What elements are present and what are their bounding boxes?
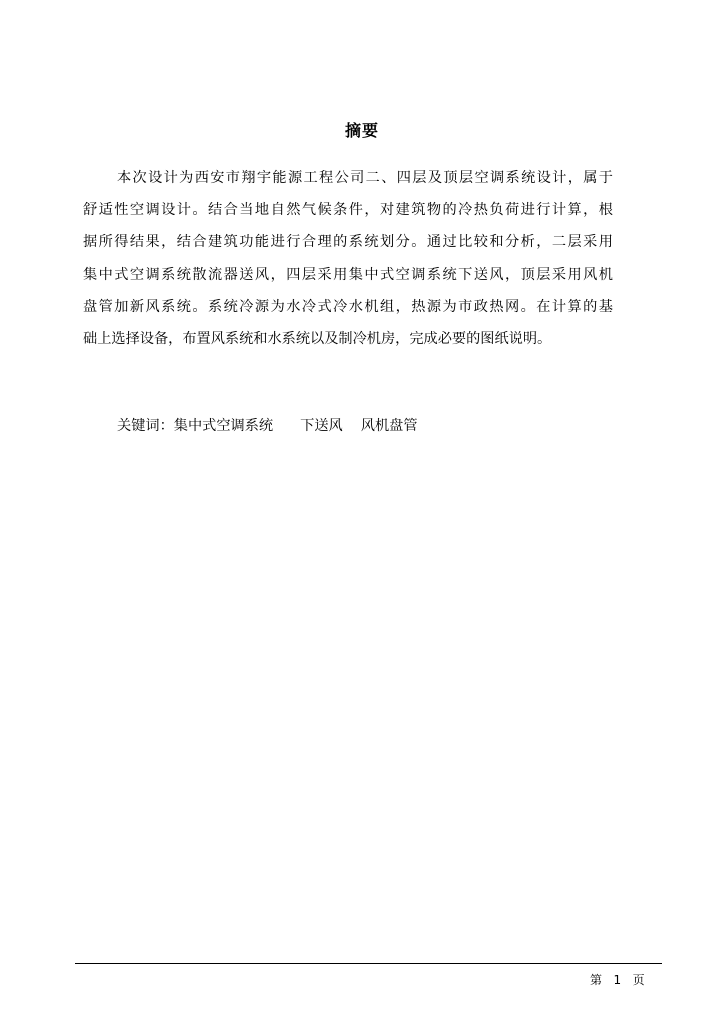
abstract-line: 本次设计为西安市翔宇能源工程公司二、四层及顶层空调系统设计，属于 — [117, 170, 613, 186]
keywords-label: 关键词： — [117, 418, 174, 434]
page-number — [590, 971, 645, 989]
abstract-title: 摘要 — [344, 121, 379, 140]
abstract-line: 据所得结果，结合建筑功能进行合理的系统划分。通过比较和分析，二层采用 — [83, 234, 613, 251]
abstract-line: 础上选择设备，布置风系统和水系统以及制冷机房，完成必要的图纸说明。 — [83, 330, 552, 347]
keywords-line — [117, 413, 418, 439]
abstract-line: 盘管加新风系统。系统冷源为水冷式冷水机组，热源为市政热网。在计算的基 — [83, 298, 613, 315]
page-number-prefix: 第 — [590, 973, 603, 987]
keyword: 下送风 — [300, 418, 343, 434]
abstract-line: 集中式空调系统散流器送风，四层采用集中式空调系统下送风，顶层采用风机 — [83, 266, 613, 283]
abstract-body — [83, 165, 613, 358]
footer-divider — [75, 963, 662, 964]
abstract-line: 舒适性空调设计。结合当地自然气候条件，对建筑物的冷热负荷进行计算，根 — [83, 202, 613, 219]
page-number-suffix: 页 — [632, 973, 645, 987]
keyword: 风机盘管 — [360, 418, 418, 434]
keyword: 集中式空调系统 — [173, 418, 274, 434]
page-number-value: 1 — [613, 973, 622, 987]
